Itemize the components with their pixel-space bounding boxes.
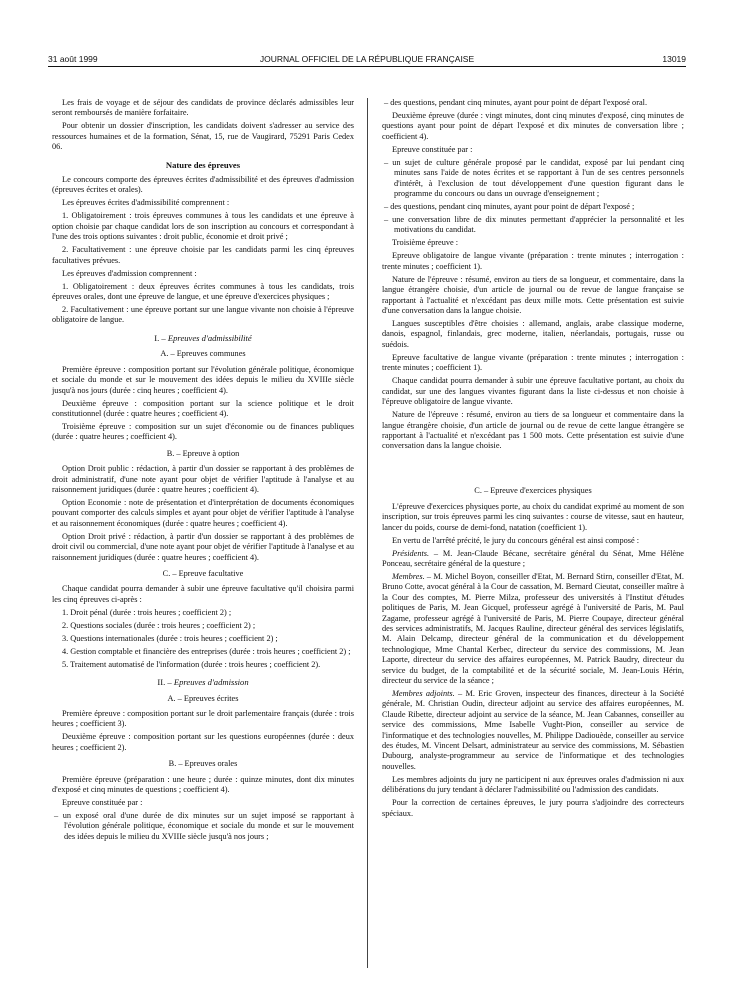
list-item: – un exposé oral d'une durée de dix minutes sur un sujet imposé se rapportant à l'évolution générale politique, économique et sociale du monde et sur le mouvement des idées depuis le milieu du XVIIIe siècle jusqu'à nos jours ; — [54, 811, 354, 841]
paragraph: Epreuve obligatoire de langue vivante (préparation : trente minutes ; interrogation : trente minutes ; coefficient 1). — [382, 251, 684, 271]
paragraph-text: – M. Jean-Claude Bécane, secrétaire général du Sénat, Mme Hélène Ponceau, secrétaire général de la questure ; — [382, 548, 684, 568]
paragraph: 2. Facultativement : une épreuve portant sur une langue vivante non choisie à l'épreuve obligatoire de langue. — [52, 305, 354, 325]
section-heading — [52, 333, 354, 343]
header-date: 31 août 1999 — [48, 54, 98, 64]
paragraph: Troisième épreuve : — [392, 238, 459, 248]
paragraph: Option Economie : note de présentation et d'interprétation de documents économiques pouvant comporter des calculs simples et ayant pour objet de vérifier l'aptitude à l'analyse et au raisonnement économiques (durée : quatre heures ; coefficient 4). — [52, 497, 354, 528]
paragraph: En vertu de l'arrêté précité, le jury du concours général est ainsi composé : — [392, 535, 640, 545]
right-column — [382, 98, 684, 822]
paragraph: Première épreuve : composition portant sur l'évolution générale politique, économique et sociale du monde et sur le mouvement des idées depuis le milieu du XVIIIe siècle jusqu'à nos jours (durée : cinq heures ; coefficient 4). — [52, 364, 354, 395]
heading-title: Epreuves d'admission — [173, 677, 249, 688]
paragraph: Option Droit privé : rédaction, à partir d'un dossier se rapportant à des problèmes de droit civil ou commercial, d'une note ayant pour objet de vérifier l'aptitude à l'analyse et au raisonnement juridiques (durée : quatre heures ; coefficient 4). — [52, 531, 354, 562]
header-rule — [48, 66, 686, 67]
paragraph: Première épreuve : composition portant sur le droit parlementaire français (durée : trois heures ; coefficient 3). — [52, 709, 354, 729]
paragraph-lead: Présidents. — [392, 548, 430, 558]
list-item: – des questions, pendant cinq minutes, ayant pour point de départ l'exposé ; — [384, 202, 635, 212]
paragraph: Deuxième épreuve : composition portant sur la science politique et le droit constitutionnel (durée : quatre heures ; coefficient 4). — [52, 398, 354, 418]
paragraph: Les membres adjoints du jury ne participent ni aux épreuves orales d'admission ni aux délibérations du jury tendant à déclarer l'admissibilité ou l'admission des candidats. — [382, 774, 684, 795]
heading-title: Epreuves d'admissibilité — [167, 332, 252, 343]
section-heading — [52, 677, 354, 687]
paragraph-lead: Membres adjoints. — [392, 689, 455, 698]
paragraph — [382, 549, 684, 570]
paragraph: Langues susceptibles d'être choisies : allemand, anglais, arabe classique moderne, danois, espagnol, finlandais, grec moderne, italien, néerlandais, portugais, russe ou suédois. — [382, 319, 684, 349]
paragraph: Nature de l'épreuve : résumé, environ au tiers de sa longueur et commentaire dans la langue étrangère choisie, d'un article de journal ou de revue de cette langue étrangère se rapportant à l'actualité et n'excédant pas 1 500 mots. Cette présentation est suivie d'une conversation dans la langue choisie. — [382, 410, 684, 451]
list-item: 1. Droit pénal (durée : trois heures ; coefficient 2) ; — [62, 607, 232, 617]
subsection-heading: A. – Epreuves communes — [160, 349, 246, 359]
paragraph: Deuxième épreuve (durée : vingt minutes, dont cinq minutes d'exposé, cinq minutes de questions ayant pour point de départ l'exposé et dix minutes de conversation libre ; coefficient 4). — [382, 111, 684, 141]
paragraph-text: – M. Michel Boyon, conseiller d'Etat, M. Bernard Stirn, conseiller d'Etat, M. Bruno Cotte, avocat général à la Cour de cassation, M. Bernard Cieutat, conseiller maître à la Cour des comptes, M. Pierre Milza, professeur des universités à l'Institut d'études politiques de Paris, M. Jean Gicquel, professeur agrégé à l'université de Paris, M. Paul Zagame, professeur agrégé à l'université de Paris, M. Pierre Coupaye, directeur général des services administratifs, M. Jacques Rauline, directeur général des services législatifs, M. Alain Delcamp, directeur général de la communication et du développement technologique, Mme Chantal Kerbec, directeur du service des commissions, M. Jean Laporte, directeur du service des affaires européennes, M. Patrick Baudry, directeur du service du budget, de la comptabilité et de la sécurité sociale, M. Jean-Louis Hérin, directeur du service de la séance ; — [382, 571, 684, 685]
paragraph: Epreuve constituée par : — [62, 798, 143, 808]
paragraph: 2. Facultativement : une épreuve choisie par les candidats parmi les cinq épreuves facultatives prévues. — [52, 245, 354, 265]
paragraph: Le concours comporte des épreuves écrites d'admissibilité et des épreuves d'admission (épreuves écrites et orales). — [52, 175, 354, 195]
paragraph — [382, 572, 684, 686]
subsection-heading: B. – Epreuve à option — [166, 448, 240, 458]
paragraph: 1. Obligatoirement : trois épreuves communes à tous les candidats et une épreuve à option choisie par chaque candidat lors de son inscription au concours et correspondant à l'une des trois options suivantes : droit public, économie et droit privé ; — [52, 211, 354, 242]
paragraph: Epreuve constituée par : — [392, 144, 473, 154]
list-item: – un sujet de culture générale proposé par le candidat, exposé par lui pendant cinq minutes sans l'aide de notes écrites et se rapportant à l'un de ses centres personnels d'intérêt, à l'exclusion de tout développement d'une question figurant dans le programme du concours ou dans un ouvrage d'enseignement ; — [384, 157, 684, 199]
paragraph-text: – M. Eric Groven, inspecteur des finances, directeur à la Société générale, M. Christian Oudin, directeur adjoint au service des affaires européennes, M. Claude Ribette, directeur adjoint au service de la séance, M. Jean Cabannes, conseiller au service des commissions, Mme Isabelle Vught-Pion, conseiller au service de l'informatique et des technologies nouvelles, M. Philippe Dadiouède, conseiller au service des études, M. Vincent Delsart, administrateur au service des commissions, M. Sébastien Dubourg, analyste-programmeur au service de l'informatique et des technologies nouvelles. — [382, 689, 685, 771]
page-number: 13019 — [662, 54, 686, 64]
list-item: – des questions, pendant cinq minutes, ayant pour point de départ l'exposé oral. — [384, 98, 648, 107]
subsection-heading: A. – Epreuves écrites — [167, 693, 239, 703]
subsection-heading: B. – Epreuves orales — [168, 759, 238, 769]
heading-number: I. – — [154, 332, 166, 343]
paragraph: Nature de l'épreuve : résumé, environ au tiers de sa longueur, et commentaire, dans la langue étrangère choisie, d'un article de journal ou de revue de langue française se rapportant à l'actualité et n'excédant pas deux mille mots. Cette présentation est suivie d'une conversation dans la langue choisie. — [382, 274, 684, 316]
paragraph: Option Droit public : rédaction, à partir d'un dossier se rapportant à des problèmes de droit administratif, d'une note ayant pour objet de vérifier l'aptitude à l'analyse et au raisonnement juridiques (durée : quatre heures ; coefficient 4). — [52, 464, 354, 494]
left-column — [52, 98, 354, 845]
paragraph: Epreuve facultative de langue vivante (préparation : trente minutes ; interrogation : trente minutes ; coefficient 1). — [382, 352, 684, 373]
list-item: 3. Questions internationales (durée : trois heures ; coefficient 2) ; — [62, 633, 278, 643]
paragraph: Les épreuves écrites d'admissibilité comprennent : — [62, 198, 230, 208]
paragraph: Pour obtenir un dossier d'inscription, les candidats doivent s'adresser au service des ressources humaines et de la formation, Sénat, 15, rue de Vaugirard, 75291 Paris Cedex 06. — [52, 121, 354, 152]
journal-title: JOURNAL OFFICIEL DE LA RÉPUBLIQUE FRANÇAISE — [259, 54, 475, 64]
paragraph: L'épreuve d'exercices physiques porte, au choix du candidat exprimé au moment de son inscription, sur trois épreuves parmi les cinq suivantes : course de vitesse, saut en hauteur, lancer du poids, course de demi-fond, natation (coefficient 1). — [382, 501, 684, 532]
column-divider — [367, 98, 368, 968]
paragraph: Chaque candidat pourra demander à subir une épreuve facultative qu'il choisira parmi les cinq épreuves ci-après : — [52, 584, 354, 604]
spacer — [382, 454, 684, 480]
paragraph: Chaque candidat pourra demander à subir une épreuve facultative portant, au choix du candidat, sur une des langues vivantes figurant dans la liste ci-dessus et non choisie à l'épreuve obligatoire de langue vivante. — [382, 376, 684, 407]
list-item: 4. Gestion comptable et financière des entreprises (durée : trois heures ; coefficient 2) ; — [62, 646, 351, 656]
paragraph: Première épreuve (préparation : une heure ; durée : quinze minutes, dont dix minutes d'exposé et cinq minutes de questions ; coefficient 4). — [52, 774, 354, 795]
paragraph — [382, 689, 684, 772]
paragraph: Pour la correction de certaines épreuves, le jury pourra s'adjoindre des correcteurs spéciaux. — [382, 798, 684, 818]
list-item: 5. Traitement automatisé de l'information (durée : trois heures ; coefficient 2). — [62, 659, 321, 669]
list-item: 2. Questions sociales (durée : trois heures ; coefficient 2) ; — [62, 620, 256, 630]
paragraph-lead: Membres. — [392, 571, 425, 581]
list-item: – une conversation libre de dix minutes permettant d'apprécier la personnalité et les motivations du candidat. — [384, 215, 684, 235]
paragraph: Deuxième épreuve : composition portant sur les questions européennes (durée : deux heures ; coefficient 2). — [52, 732, 354, 752]
paragraph: 1. Obligatoirement : deux épreuves écrites communes à tous les candidats, trois épreuves orales, dont une épreuve de langue, et une épreuve d'exercices physiques ; — [52, 281, 354, 302]
heading-number: II. – — [157, 677, 172, 688]
paragraph: Les épreuves d'admission comprennent : — [62, 268, 197, 278]
subsection-heading: C. – Epreuve d'exercices physiques — [474, 486, 592, 496]
paragraph: Troisième épreuve : composition sur un sujet d'économie ou de finances publiques (durée : quatre heures ; coefficient 4). — [52, 421, 354, 442]
section-heading: Nature des épreuves — [165, 159, 241, 170]
subsection-heading: C. – Epreuve facultative — [162, 568, 244, 578]
paragraph: Les frais de voyage et de séjour des candidats de province déclarés admissibles leur seront remboursés de manière forfaitaire. — [52, 98, 354, 118]
